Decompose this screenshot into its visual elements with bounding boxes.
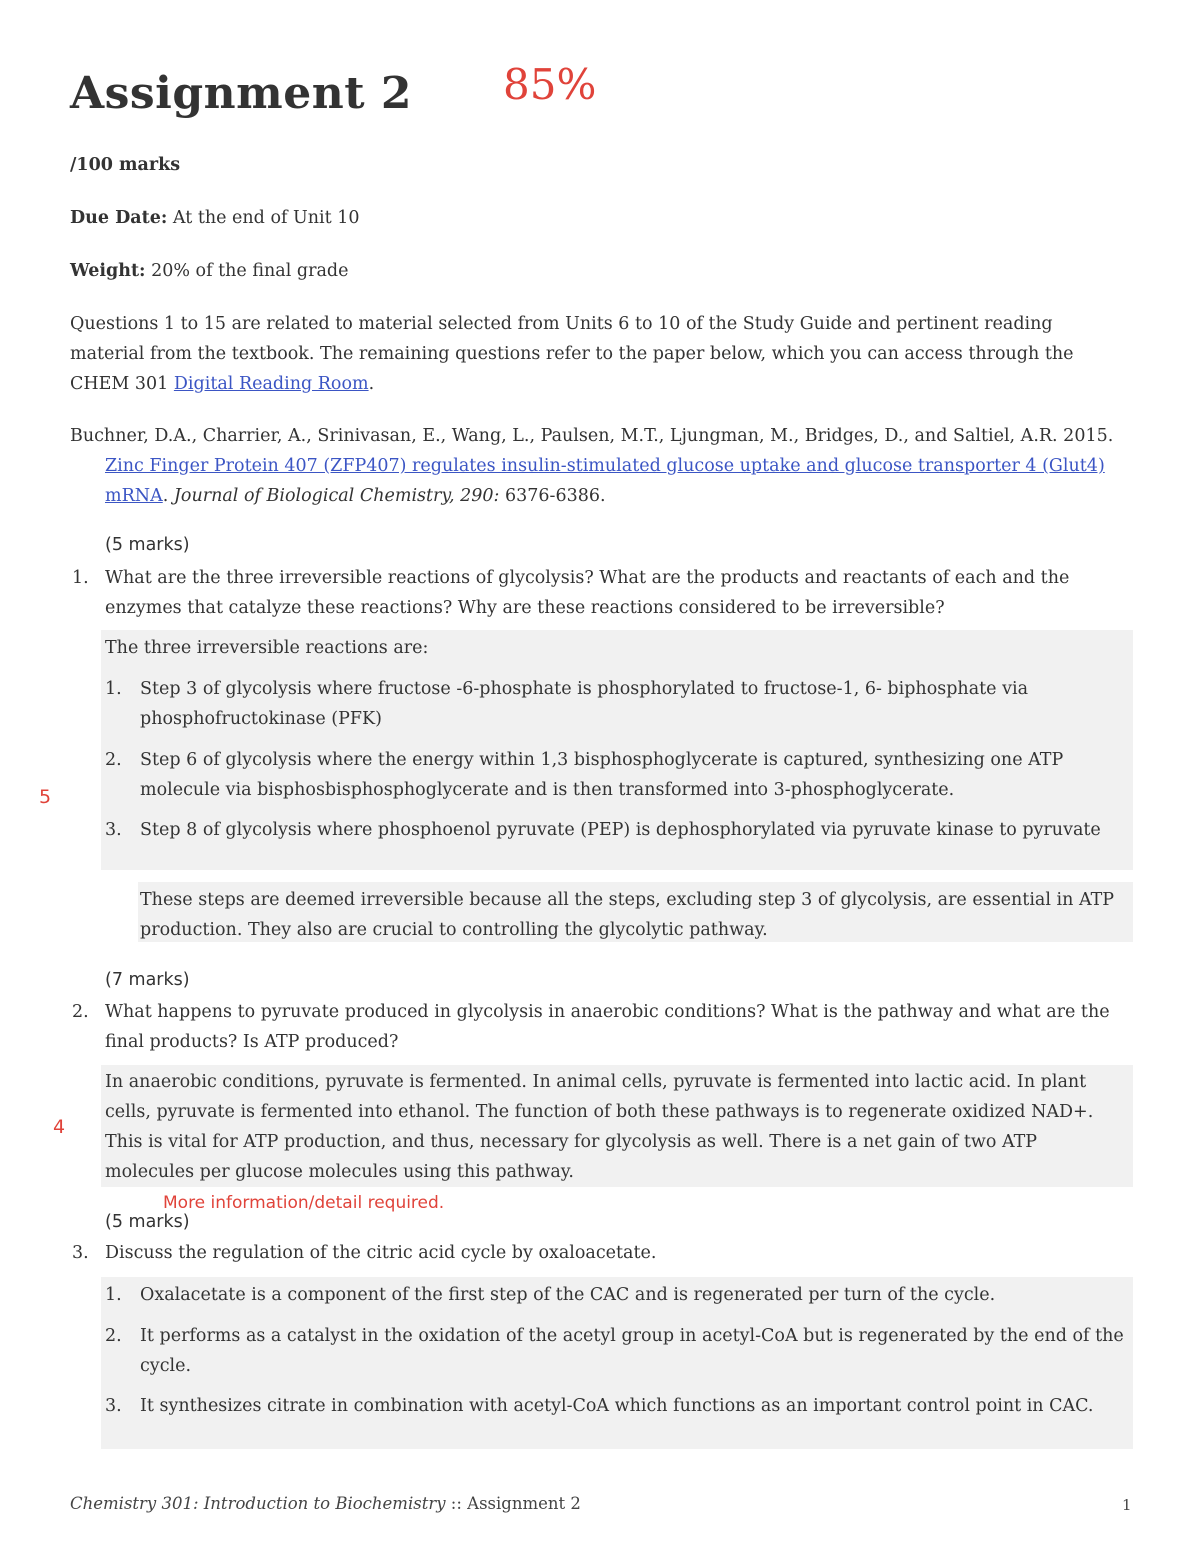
intro-text: Questions 1 to 15 are related to material selected from Units 6 to 10 of the Study Guide and pertinent reading material from the textbook. The remaining questions refer to the paper below, which you can access through the CHEM 301	[70, 314, 1074, 394]
footer-doc: Assignment 2	[467, 1494, 581, 1513]
question-1-marks: (5 marks)	[105, 535, 190, 555]
weight-value: 20% of the final grade	[151, 261, 349, 281]
due-date	[70, 203, 360, 233]
question-2-marks: (7 marks)	[105, 970, 190, 990]
due-date-label: Due Date:	[70, 208, 168, 228]
question-1-text: What are the three irreversible reactions of glycolysis? What are the products and reactants of each and the enzymes that catalyze these reactions? Why are these reactions considered to be irreversible?	[105, 568, 1070, 618]
total-marks: /100 marks	[70, 155, 181, 175]
question-2-comment: More information/detail required.	[163, 1193, 445, 1213]
question-2-answer: In anaerobic conditions, pyruvate is fermented. In animal cells, pyruvate is fermented into lactic acid. In plant cells, pyruvate is fermented into ethanol. The function of both these pathways is to regenerate oxidized NAD+. This is vital for ATP production, and thus, necessary for glycolysis as well. There is a net gain of two ATP molecules per glucose molecules using this pathway.	[105, 1072, 1094, 1182]
question-2-number: 2.	[72, 1002, 89, 1022]
question-3-text: Discuss the regulation of the citric acid cycle by oxaloacetate.	[105, 1243, 657, 1263]
reference-authors: Buchner, D.A., Charrier, A., Srinivasan, E., Wang, L., Paulsen, M.T., Ljungman, M., Bridges, D., and Saltiel, A.R. 2015.	[70, 426, 1114, 446]
weight	[70, 256, 348, 286]
digital-reading-room-link[interactable]: Digital Reading Room	[173, 374, 369, 394]
question-1-answer-intro: The three irreversible reactions are:	[105, 638, 429, 658]
question-3-number: 3.	[72, 1243, 89, 1263]
answer-1-item-3-number: 3.	[105, 820, 122, 840]
intro-end: .	[368, 374, 375, 394]
answer-3-item-3: It synthesizes citrate in combination with acetyl-CoA which functions as an important control point in CAC.	[140, 1396, 1094, 1416]
answer-1-item-3: Step 8 of glycolysis where phosphoenol pyruvate (PEP) is dephosphorylated via pyruvate kinase to pyruvate	[140, 820, 1101, 840]
page-title: Assignment 2	[70, 68, 412, 119]
reference-pages: 6376-6386.	[505, 486, 606, 506]
reference-citation	[70, 421, 1130, 511]
page-number: 1	[1122, 1496, 1132, 1514]
grade-annotation: 85%	[503, 60, 597, 109]
answer-1-item-2-number: 2.	[105, 750, 122, 770]
reference-title-link[interactable]: Zinc Finger Protein 407 (ZFP407) regulates insulin-stimulated glucose uptake and glucose transporter 4 (Glut4) mRNA	[105, 456, 1105, 506]
answer-1-item-1: Step 3 of glycolysis where fructose -6-phosphate is phosphorylated to fructose-1, 6- biphosphate via phosphofructokinase (PFK)	[140, 679, 1028, 729]
answer-3-item-1-number: 1.	[105, 1285, 122, 1305]
question-1-number: 1.	[72, 568, 89, 588]
due-date-value: At the end of Unit 10	[172, 208, 360, 228]
question-2-score: 4	[53, 1116, 66, 1138]
footer-separator: ::	[445, 1494, 468, 1513]
footer-course: Chemistry 301: Introduction to Biochemistry	[70, 1494, 446, 1513]
reference-journal: Journal of Biological Chemistry, 290:	[173, 486, 500, 506]
answer-3-item-2-number: 2.	[105, 1326, 122, 1346]
intro-paragraph	[70, 309, 1130, 399]
reference-after-link: .	[162, 486, 169, 506]
question-3-marks: (5 marks)	[105, 1212, 190, 1232]
weight-label: Weight:	[70, 261, 146, 281]
answer-1-item-1-number: 1.	[105, 679, 122, 699]
page-footer	[70, 1494, 581, 1513]
question-2-text: What happens to pyruvate produced in glycolysis in anaerobic conditions? What is the pathway and what are the final products? Is ATP produced?	[105, 1002, 1110, 1052]
question-1-score: 5	[39, 786, 52, 808]
answer-1-item-2: Step 6 of glycolysis where the energy within 1,3 bisphosphoglycerate is captured, synthesizing one ATP molecule via bisphosbisphosphoglycerate and is then transformed into 3-phosphoglycerate.	[140, 750, 1064, 800]
question-1-answer-followup: These steps are deemed irreversible because all the steps, excluding step 3 of glycolysis, are essential in ATP production. They also are crucial to controlling the glycolytic pathway.	[140, 890, 1115, 940]
answer-3-item-3-number: 3.	[105, 1396, 122, 1416]
answer-3-item-1: Oxalacetate is a component of the first step of the CAC and is regenerated per turn of the cycle.	[140, 1285, 996, 1305]
answer-3-item-2: It performs as a catalyst in the oxidation of the acetyl group in acetyl-CoA but is regenerated by the end of the cycle.	[140, 1326, 1124, 1376]
